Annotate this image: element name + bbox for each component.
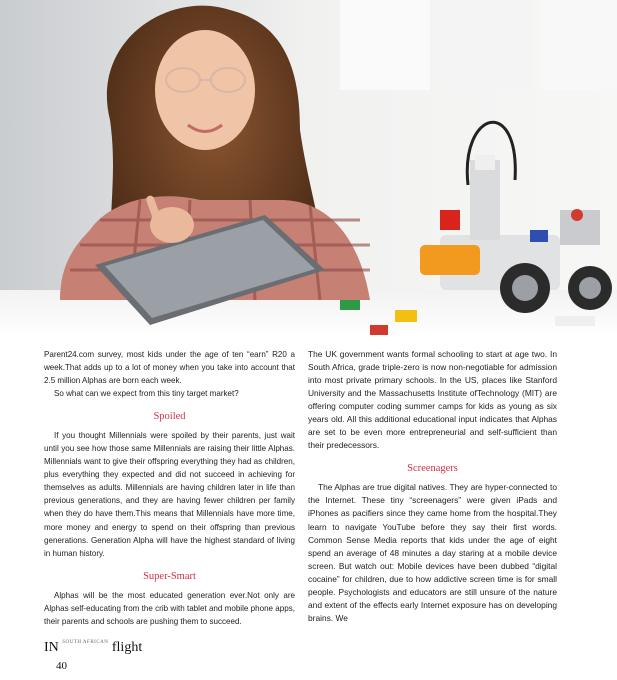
hero-photo: [0, 0, 617, 337]
magazine-logo: [44, 640, 142, 656]
paragraph: So what can we expect from this tiny target market?: [54, 389, 239, 399]
page-number: 40: [56, 660, 67, 672]
section-heading-screenagers: Screenagers: [407, 463, 458, 475]
logo-main: IN: [44, 640, 59, 655]
paragraph: The UK government wants formal schooling to start at age two. In South Africa, grade triple-zero is now non-negotiable for admission into most private primary schools. In the US, places like Stanford University and the Massachusetts Institute ofTechnology (MIT) are offering computer coding summer camps for kids as young as six years old. All this additional educational input indicates that Alphas are set to be even more entrepreneurial and self-sufficient than their predecessors.: [308, 349, 557, 451]
logo-small: SOUTH AFRICAN: [62, 640, 109, 645]
paragraph: Parent24.com survey, most kids under the age of ten “earn” R20 a week.That adds up to a lot of money when you take into account that 2.5 million Alphas are born each week.: [44, 350, 295, 386]
section-heading-super-smart: Super-Smart: [143, 570, 196, 582]
section-heading-spoiled: Spoiled: [153, 411, 186, 423]
logo-sub: flight: [111, 640, 143, 655]
article-left-column: [44, 348, 295, 628]
paragraph: Alphas will be the most educated generation ever.Not only are Alphas self-educating from the crib with tablet and mobile phone apps, their parents and schools are pushing them to succeed.: [44, 590, 295, 626]
paragraph: The Alphas are true digital natives. They are hyper-connected to the Internet. These tiny “screenagers” were given iPads and iPhones as pacifiers since they came home from the hospital.They learn to navigate YouTube before they say their first words. Common Sense Media reports that kids under the age of eight spend an average of 48 minutes a day staring at a mobile device screen. But watch out: Mobile devices have been dubbed “digital cocaine” for children, due to how addictive screen time is for small people. Psychologists and educators are still unsure of the nature and extent of the effects early Internet exposure has on developing brains. We: [308, 482, 557, 623]
paragraph: If you thought Millennials were spoiled by their parents, just wait until you see how those same Millennials are raising their little Alphas. Millennials want to give their offspring everything they had as children, plus everything they expected and did not succeed in achieving for themselves as adults. Millennials are having children later in life than previous generations, and they are having fewer children per family when they do have them.This means that Millennials have more time, more money and energy to spend on their offspring than previous generations. Generation Alpha will have the highest standard of living in human history.: [44, 431, 295, 558]
article-right-column: [308, 348, 557, 625]
girl-with-tablet-illustration: [0, 0, 617, 337]
